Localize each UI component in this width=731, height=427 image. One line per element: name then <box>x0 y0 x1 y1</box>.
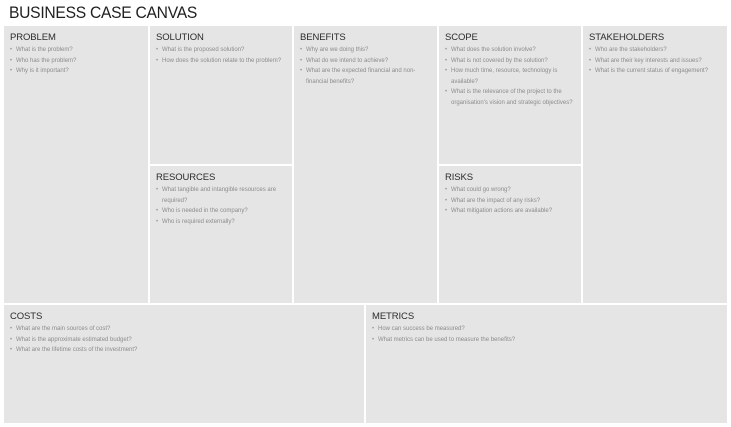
section-heading: SOLUTION <box>156 32 204 43</box>
list-item: • What metrics can be used to measure the benefits? <box>372 335 721 346</box>
section-risks <box>439 166 581 303</box>
section-stakeholders <box>583 26 727 303</box>
list-item: • How does the solution relate to the problem? <box>156 56 286 67</box>
section-heading: COSTS <box>10 311 43 322</box>
list-item: • What is the problem? <box>10 45 142 56</box>
section-heading: BENEFITS <box>300 32 346 43</box>
question-list <box>156 185 286 227</box>
list-item: • What does the solution involve? <box>445 45 575 56</box>
question-list <box>445 185 575 217</box>
list-item: • What are the lifetime costs of the investment? <box>10 345 358 356</box>
list-item: • What is the proposed solution? <box>156 45 286 56</box>
question-list <box>300 45 431 87</box>
section-problem <box>4 26 148 303</box>
list-item: • What is the current status of engagement? <box>589 66 721 77</box>
list-item: • What are their key interests and issues? <box>589 56 721 67</box>
section-heading: STAKEHOLDERS <box>589 32 665 43</box>
list-item: • Who is required externally? <box>156 217 286 228</box>
list-item: • What are the expected financial and non-financial benefits? <box>300 66 431 87</box>
question-list <box>10 45 142 77</box>
list-item: • What are the impact of any risks? <box>445 196 575 207</box>
list-item: • Who are the stakeholders? <box>589 45 721 56</box>
list-item: • What do we intend to achieve? <box>300 56 431 67</box>
section-heading: METRICS <box>372 311 415 322</box>
list-item: • How much time, resource, technology is available? <box>445 66 575 87</box>
question-list <box>372 324 721 345</box>
section-scope <box>439 26 581 164</box>
section-benefits <box>294 26 437 303</box>
section-heading: PROBLEM <box>10 32 56 43</box>
list-item: • What could go wrong? <box>445 185 575 196</box>
list-item: • What is the relevance of the project to the organisation's vision and strategic objectives? <box>445 87 575 108</box>
list-item: • What mitigation actions are available? <box>445 206 575 217</box>
list-item: • What are the main sources of cost? <box>10 324 358 335</box>
list-item: • Why is it important? <box>10 66 142 77</box>
section-metrics <box>366 305 727 423</box>
list-item: • Who has the problem? <box>10 56 142 67</box>
list-item: • Why are we doing this? <box>300 45 431 56</box>
list-item: • What is not covered by the solution? <box>445 56 575 67</box>
section-heading: RESOURCES <box>156 172 216 183</box>
question-list <box>156 45 286 66</box>
section-heading: SCOPE <box>445 32 478 43</box>
business-case-canvas <box>4 26 727 423</box>
section-costs <box>4 305 364 423</box>
list-item: • What is the approximate estimated budget? <box>10 335 358 346</box>
question-list <box>589 45 721 77</box>
list-item: • How can success be measured? <box>372 324 721 335</box>
question-list <box>10 324 358 356</box>
list-item: • What tangible and intangible resources are required? <box>156 185 286 206</box>
list-item: • Who is needed in the company? <box>156 206 286 217</box>
question-list <box>445 45 575 109</box>
section-heading: RISKS <box>445 172 474 183</box>
section-solution <box>150 26 292 164</box>
section-resources <box>150 166 292 303</box>
page-title: BUSINESS CASE CANVAS <box>9 3 198 22</box>
